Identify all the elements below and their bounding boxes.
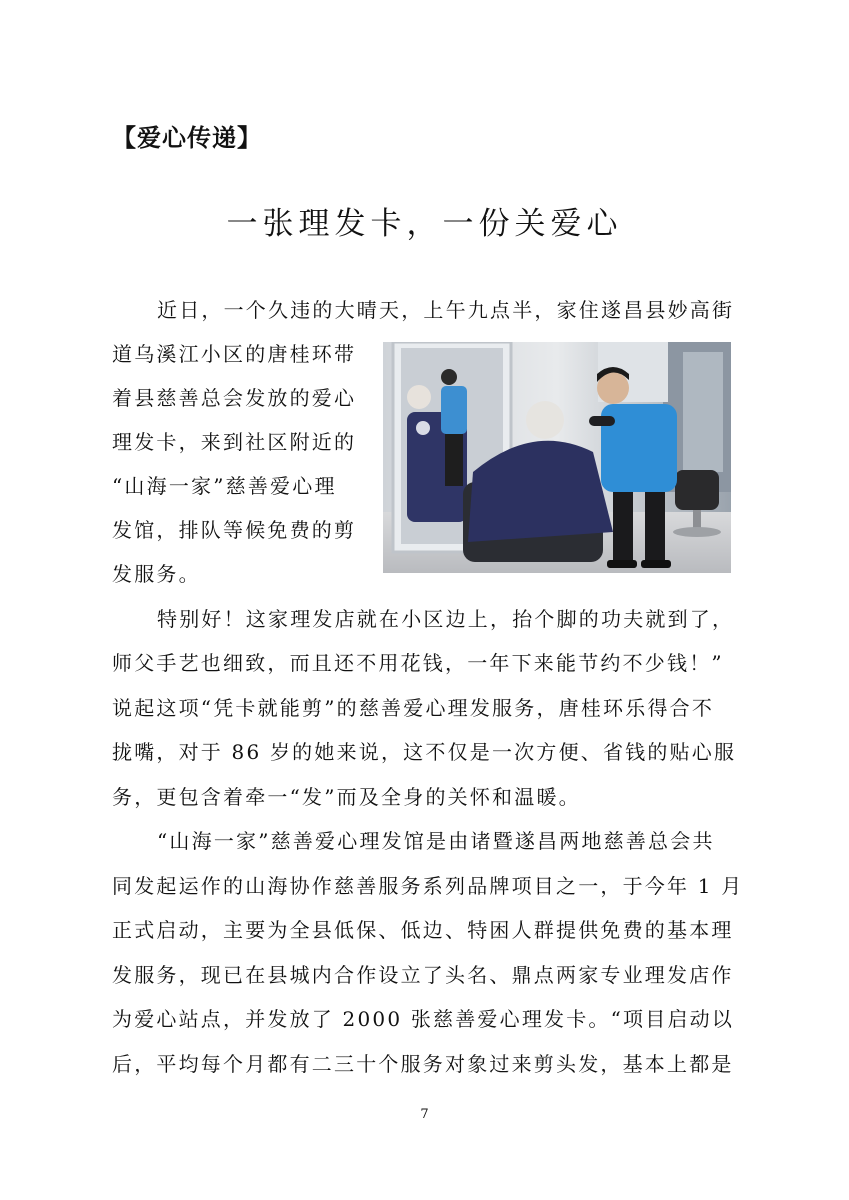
body-line-15: 正式启动，主要为全县低保、低边、特困人群提供免费的基本理 (112, 918, 734, 942)
body-line-6: 发馆，排队等候免费的剪 (112, 518, 357, 542)
page-number: 7 (420, 1107, 429, 1122)
body-line-5: “山海一家”慈善爱心理 (112, 474, 337, 498)
article-title: 一张理发卡，一份关爱心 (226, 206, 623, 242)
body-line-11: 拢嘴，对于 86 岁的她来说，这不仅是一次方便、省钱的贴心服 (112, 740, 737, 764)
body-line-10: 说起这项“凭卡就能剪”的慈善爱心理发服务，唐桂环乐得合不 (112, 696, 715, 720)
section-tag: 【爱心传递】 (112, 124, 262, 152)
body-line-2: 道乌溪江小区的唐桂环带 (112, 342, 357, 366)
body-line-3: 着县慈善总会发放的爱心 (112, 386, 357, 410)
body-line-17: 为爱心站点，并发放了 2000 张慈善爱心理发卡。“项目启动以 (112, 1007, 735, 1031)
body-line-8: 特别好！这家理发店就在小区边上，抬个脚的功夫就到了， (157, 607, 735, 631)
body-line-7: 发服务。 (112, 562, 201, 586)
body-line-12: 务，更包含着牵一“发”而及全身的关怀和温暖。 (112, 785, 581, 809)
body-line-16: 发服务，现已在县城内合作设立了头名、鼎点两家专业理发店作 (112, 963, 734, 987)
barbershop-photo (383, 342, 731, 573)
body-line-9: 师父手艺也细致，而且还不用花钱，一年下来能节约不少钱！” (112, 651, 724, 675)
barbershop-scene (383, 342, 731, 573)
body-line-13: “山海一家”慈善爱心理发馆是由诸暨遂昌两地慈善总会共 (157, 829, 715, 853)
body-line-4: 理发卡，来到社区附近的 (112, 430, 357, 454)
body-line-14: 同发起运作的山海协作慈善服务系列品牌项目之一，于今年 1 月 (112, 874, 744, 898)
body-line-18: 后，平均每个月都有二三十个服务对象过来剪头发，基本上都是 (112, 1052, 734, 1076)
body-line-1: 近日，一个久违的大晴天，上午九点半，家住遂昌县妙高街 (157, 298, 735, 322)
